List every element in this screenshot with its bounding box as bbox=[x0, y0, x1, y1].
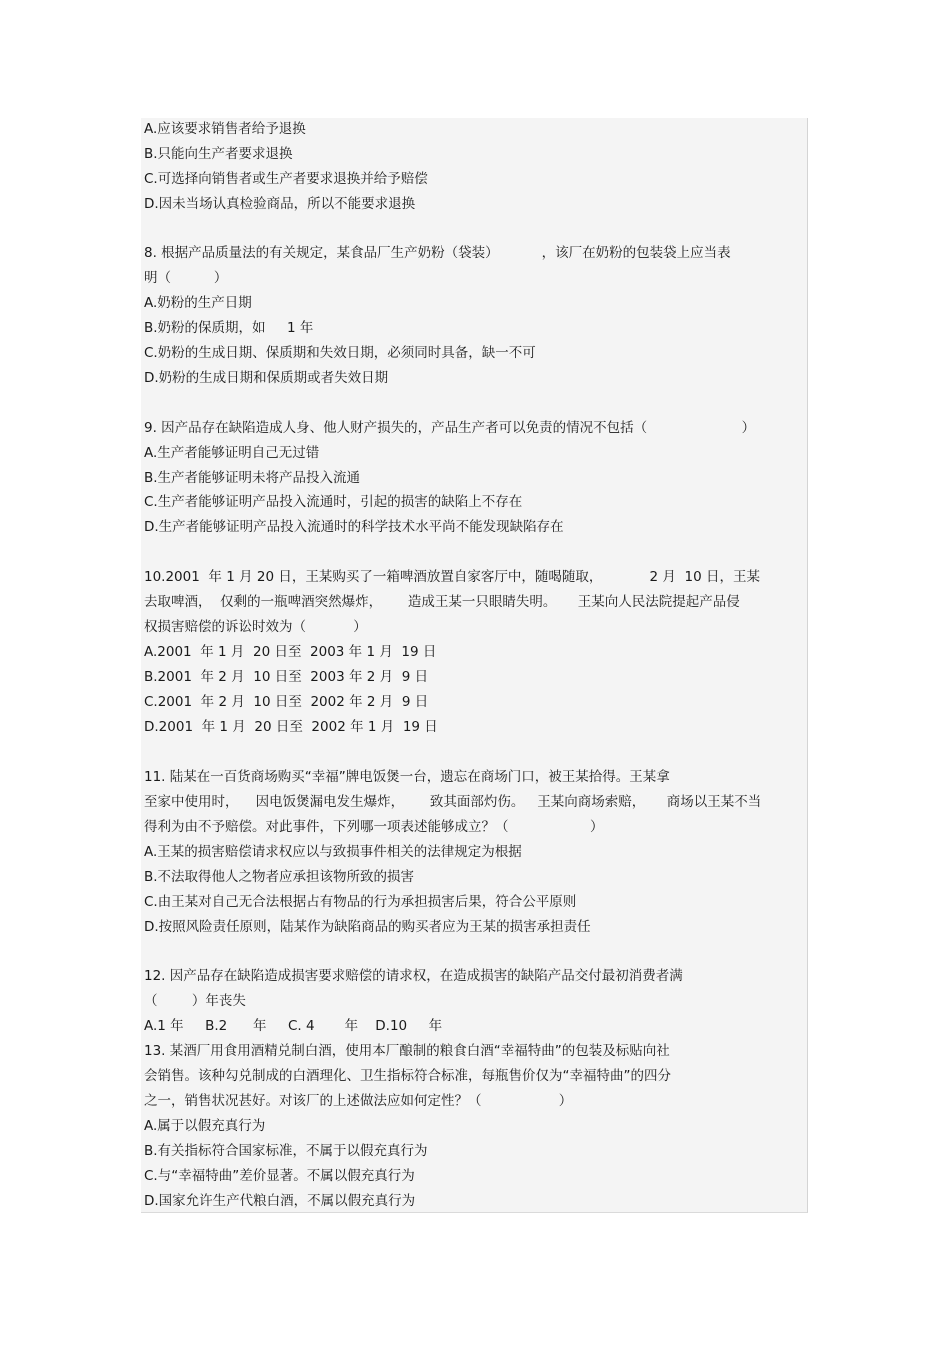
text-line: B.奶粉的保质期，如 1 年 bbox=[144, 320, 314, 336]
text-line: 11. 陆某在一百货商场购买“幸福”牌电饭煲一台，遗忘在商场门口，被王某拾得。王某拿 bbox=[144, 769, 670, 785]
text-line: A.1 年 B.2 年 C. 4 年 D.10 年 bbox=[144, 1018, 443, 1034]
text-line: B.2001 年 2 月 10 日至 2003 年 2 月 9 日 bbox=[144, 669, 429, 685]
text-line: D.奶粉的生成日期和保质期或者失效日期 bbox=[144, 370, 389, 386]
text-line: A.2001 年 1 月 20 日至 2003 年 1 月 19 日 bbox=[144, 644, 437, 660]
text-line: 会销售。该种勾兑制成的白酒理化、卫生指标符合标准，每瓶售价仅为“幸福特曲”的四分 bbox=[144, 1068, 671, 1084]
text-line: C.生产者能够证明产品投入流通时，引起的损害的缺陷上不存在 bbox=[144, 494, 523, 510]
text-line: B.生产者能够证明未将产品投入流通 bbox=[144, 470, 361, 486]
text-line: 8. 根据产品质量法的有关规定，某食品厂生产奶粉（袋装） ，该厂在奶粉的包装袋上应当表 bbox=[144, 245, 731, 261]
text-line: A.奶粉的生产日期 bbox=[144, 295, 252, 311]
text-line: 权损害赔偿的诉讼时效为（ ） bbox=[144, 619, 367, 635]
text-line: A.王某的损害赔偿请求权应以与致损事件相关的法律规定为根据 bbox=[144, 844, 522, 860]
text-line: B.不法取得他人之物者应承担该物所致的损害 bbox=[144, 869, 415, 885]
text-line: 9. 因产品存在缺陷造成人身、他人财产损失的，产品生产者可以免责的情况不包括（ ） bbox=[144, 420, 756, 436]
text-line: 去取啤酒， 仅剩的一瓶啤酒突然爆炸， 造成王某一只眼睛失明。 王某向人民法院提起产品侵 bbox=[144, 594, 740, 610]
text-line: （ ）年丧失 bbox=[144, 993, 246, 1009]
text-line: C.可选择向销售者或生产者要求退换并给予赔偿 bbox=[144, 171, 428, 187]
text-line: 13. 某酒厂用食用酒精兑制白酒，使用本厂酿制的粮食白酒“幸福特曲”的包装及标贴向社 bbox=[144, 1043, 670, 1059]
text-line: B.只能向生产者要求退换 bbox=[144, 146, 293, 162]
text-line: A.生产者能够证明自己无过错 bbox=[144, 445, 320, 461]
text-line: A.属于以假充真行为 bbox=[144, 1118, 266, 1134]
text-line: D.2001 年 1 月 20 日至 2002 年 1 月 19 日 bbox=[144, 719, 438, 735]
text-line: D.按照风险责任原则，陆某作为缺陷商品的购买者应为王某的损害承担责任 bbox=[144, 919, 591, 935]
text-line: 10.2001 年 1 月 20 日，王某购买了一箱啤酒放置自家客厅中，随喝随取， 2 月 10 日，王某 bbox=[144, 569, 760, 585]
text-line: D.因未当场认真检验商品，所以不能要求退换 bbox=[144, 196, 416, 212]
text-line: 明（ ） bbox=[144, 270, 228, 286]
text-line: D.国家允许生产代粮白酒，不属以假充真行为 bbox=[144, 1193, 416, 1209]
text-line: C.2001 年 2 月 10 日至 2002 年 2 月 9 日 bbox=[144, 694, 429, 710]
text-line: 之一，销售状况甚好。对该厂的上述做法应如何定性？（ ） bbox=[144, 1093, 573, 1109]
text-line: 至家中使用时， 因电饭煲漏电发生爆炸， 致其面部灼伤。 王某向商场索赔， 商场以王某不当 bbox=[144, 794, 762, 810]
text-line: 得利为由不予赔偿。对此事件，下列哪一项表述能够成立？（ ） bbox=[144, 819, 604, 835]
text-line: D.生产者能够证明产品投入流通时的科学技术水平尚不能发现缺陷存在 bbox=[144, 519, 564, 535]
text-line: C.由王某对自己无合法根据占有物品的行为承担损害后果，符合公平原则 bbox=[144, 894, 577, 910]
text-line: C.奶粉的生成日期、保质期和失效日期，必须同时具备，缺一不可 bbox=[144, 345, 536, 361]
text-line: C.与“幸福特曲”差价显著。不属以假充真行为 bbox=[144, 1168, 415, 1184]
text-line: 12. 因产品存在缺陷造成损害要求赔偿的请求权，在造成损害的缺陷产品交付最初消费者满 bbox=[144, 968, 683, 984]
text-line: B.有关指标符合国家标准，不属于以假充真行为 bbox=[144, 1143, 428, 1159]
text-line: A.应该要求销售者给予退换 bbox=[144, 121, 306, 137]
